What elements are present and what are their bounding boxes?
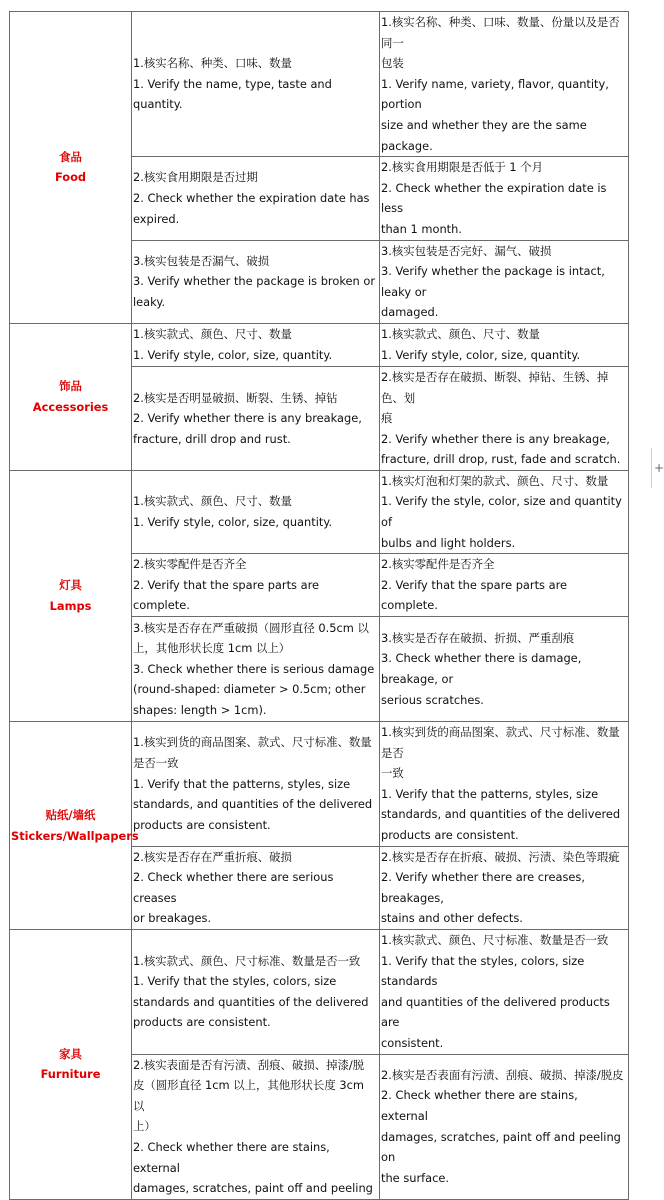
requirement-line: damages, scratches, paint off and peeling on (381, 1129, 621, 1165)
requirement-line: 3.核实包装是否漏气、破损 (133, 253, 270, 268)
requirement-line: 1. Verify style, color, size, quantity. (133, 347, 333, 362)
requirement-line: standards, and quantities of the delivered (381, 807, 621, 822)
requirement-line: 2. Check whether there are stains, external (381, 1088, 578, 1124)
requirement-line: 3. Verify whether the package is intact, leaky or (381, 264, 605, 299)
requirement-line: 2.核实是否表面有污渍、刮痕、破损、掉漆/脱皮 (381, 1067, 624, 1082)
requirement-line: and quantities of the delivered products are (381, 994, 610, 1030)
add-icon[interactable]: + (654, 461, 664, 475)
requirement-cell-right (380, 722, 629, 847)
category-label-zh: 家具 (59, 1046, 82, 1061)
requirement-line: 2. Verify whether there is any breakage, (133, 411, 362, 426)
requirement-line: size and whether they are the same package. (381, 117, 587, 153)
requirement-line: 2.核实是否存在折痕、破损、污渍、染色等瑕疵 (381, 849, 620, 864)
requirement-line: 1.核实款式、颜色、尺寸、数量 (381, 327, 540, 342)
category-label-en: Accessories (32, 399, 109, 414)
requirement-line: or breakages. (133, 911, 212, 926)
requirement-line: 包装 (381, 56, 404, 71)
requirement-line: 上） (133, 1119, 156, 1134)
requirement-line: standards and quantities of the delivered (133, 994, 369, 1009)
requirement-line: 1. Verify name, variety, flavor, quantity, portion (381, 76, 609, 112)
requirement-cell-left (132, 240, 380, 323)
requirement-line: products are consistent. (381, 828, 519, 842)
requirement-line: 1. Verify that the patterns, styles, size (381, 786, 599, 801)
category-cell (10, 12, 132, 324)
requirement-cell-left (132, 554, 380, 617)
table-row (10, 929, 629, 1054)
requirement-line: 3.核实包装是否完好、漏气、破损 (381, 243, 552, 258)
requirement-cell-left (132, 12, 380, 157)
requirement-line: 1.核实名称、种类、口味、数量 (133, 56, 292, 71)
requirement-line: 1. Verify the name, type, taste and quantity. (133, 76, 332, 112)
requirement-line: 2.核实食用期限是否过期 (133, 170, 258, 185)
requirement-line: 2. Verify whether there are creases, breakages, (381, 870, 585, 905)
requirement-line: 1.核实款式、颜色、尺寸、数量 (133, 494, 292, 509)
requirement-line: 3. Verify whether the package is broken or (133, 274, 376, 289)
requirement-line: 3. Check whether there is damage, breakage, or (381, 651, 582, 687)
requirement-cell-right (380, 12, 629, 157)
category-cell (10, 470, 132, 721)
requirement-line: 2.核实食用期限是否低于 1 个月 (381, 160, 544, 175)
requirement-cell-right (380, 554, 629, 617)
requirement-line: 1.核实到货的商品图案、款式、尺寸标准、数量 (133, 735, 372, 750)
table-row (10, 470, 629, 553)
requirement-line: 2. Check whether the expiration date has (133, 191, 370, 206)
requirement-line: standards, and quantities of the delivered (133, 797, 373, 812)
inspection-table (9, 11, 629, 1200)
requirement-line: consistent. (381, 1035, 444, 1050)
requirement-cell-left (132, 846, 380, 929)
requirement-line: 1.核实款式、颜色、尺寸、数量 (133, 327, 292, 342)
requirement-line: leaky. (133, 295, 166, 310)
requirement-line: damages, scratches, paint off and peeling (133, 1181, 373, 1196)
requirement-line: 一致 (381, 766, 404, 781)
requirement-line: 1. Verify style, color, size, quantity. (133, 515, 333, 530)
requirement-line: 1.核实款式、颜色、尺寸标准、数量是否一致 (133, 953, 361, 968)
requirement-line: the surface. (381, 1170, 450, 1185)
requirement-cell-right (380, 366, 629, 470)
category-label-zh: 灯具 (59, 578, 82, 593)
requirement-line: 3.核实是否存在破损、折损、严重刮痕 (381, 630, 575, 645)
requirement-cell-right (380, 1054, 629, 1199)
requirement-line: 2.核实是否存在严重折痕、破损 (133, 849, 292, 864)
category-label-zh: 饰品 (59, 379, 82, 394)
requirement-line: (round-shaped: diameter > 0.5cm; other (133, 682, 366, 697)
requirement-line: 1. Verify that the styles, colors, size (133, 974, 337, 989)
requirement-line: than 1 month. (381, 221, 462, 236)
requirement-line: 2.核实零配件是否齐全 (133, 557, 247, 572)
category-cell (10, 722, 139, 930)
requirement-line: 1.核实灯泡和灯架的款式、颜色、尺寸、数量 (381, 473, 609, 488)
requirement-line: 皮（圆形直径 1cm 以上，其他形状长度 3cm 以 (133, 1078, 364, 1113)
requirement-cell-right (380, 470, 629, 553)
requirement-cell-left (132, 929, 380, 1054)
requirement-line: 2.核实是否存在破损、断裂、掉钻、生锈、掉色、划 (381, 369, 609, 405)
requirement-cell-right (380, 323, 629, 366)
requirement-line: 2. Check whether the expiration date is less (381, 180, 607, 216)
category-label-zh: 食品 (59, 149, 82, 164)
requirement-cell-left (132, 1054, 380, 1199)
requirement-line: products are consistent. (133, 817, 271, 832)
category-label-en: Food (54, 170, 87, 185)
requirement-cell-left (132, 157, 380, 240)
category-label-en: Stickers/Wallpapers (11, 828, 139, 843)
requirement-cell-right (380, 929, 629, 1054)
requirement-line: 痕 (381, 411, 393, 426)
requirement-line: 1.核实名称、种类、口味、数量、份量以及是否同一 (381, 15, 620, 50)
requirement-cell-right (380, 846, 629, 929)
requirement-line: 2.核实表面是否有污渍、刮痕、破损、掉漆/脱 (133, 1057, 365, 1072)
requirement-line: 上，其他形状长度 1cm 以上） (133, 641, 291, 656)
requirement-line: 2. Verify that the spare parts are complete. (381, 577, 568, 613)
requirement-line: 1. Verify style, color, size, quantity. (381, 347, 581, 362)
requirement-cell-right (380, 240, 629, 323)
requirement-line: products are consistent. (133, 1015, 271, 1030)
category-cell (10, 323, 132, 470)
requirement-cell-left (132, 470, 380, 553)
requirement-line: 2. Verify that the spare parts are complete. (133, 577, 320, 613)
category-cell (10, 929, 132, 1199)
requirement-line: 1.核实款式、颜色、尺寸标准、数量是否一致 (381, 932, 609, 947)
table-row (10, 12, 629, 157)
requirement-cell-left (132, 722, 380, 847)
requirement-cell-left (132, 617, 380, 722)
requirement-line: fracture, drill drop, rust, fade and scratch. (381, 452, 621, 467)
requirement-line: fracture, drill drop and rust. (133, 431, 291, 446)
requirement-cell-right (380, 157, 629, 240)
category-label-en: Furniture (40, 1067, 101, 1082)
requirement-line: stains and other defects. (381, 911, 523, 926)
requirement-line: 1. Verify the style, color, size and quantity of (381, 494, 622, 530)
requirement-line: damaged. (381, 305, 439, 320)
requirement-line: shapes: length > 1cm). (133, 702, 267, 717)
requirement-line: 2. Check whether there are serious creases (133, 870, 334, 905)
category-label-en: Lamps (49, 598, 92, 613)
requirement-line: serious scratches. (381, 692, 484, 707)
requirement-line: 1. Verify that the patterns, styles, size (133, 776, 351, 791)
requirement-line: bulbs and light holders. (381, 535, 516, 550)
requirement-cell-right (380, 617, 629, 722)
requirement-cell-left (132, 366, 380, 470)
table-row (10, 722, 629, 847)
requirement-line: 1. Verify that the styles, colors, size standards (381, 953, 585, 989)
requirement-line: 3. Check whether there is serious damage (133, 661, 375, 676)
category-label-zh: 贴纸/墙纸 (45, 807, 96, 822)
requirement-line: 3.核实是否存在严重破损（圆形直径 0.5cm 以 (133, 620, 369, 635)
requirement-line: 是否一致 (133, 755, 179, 770)
requirement-cell-left (132, 323, 380, 366)
table-row (10, 323, 629, 366)
requirement-line: 1.核实到货的商品图案、款式、尺寸标准、数量是否 (381, 725, 620, 760)
requirement-line: 2.核实是否明显破损、断裂、生锈、掉钻 (133, 390, 338, 405)
side-divider (651, 448, 652, 488)
requirement-line: 2. Check whether there are stains, external (133, 1139, 330, 1175)
requirement-line: 2. Verify whether there is any breakage, (381, 431, 610, 446)
requirement-line: expired. (133, 211, 180, 226)
requirement-line: 2.核实零配件是否齐全 (381, 557, 495, 572)
